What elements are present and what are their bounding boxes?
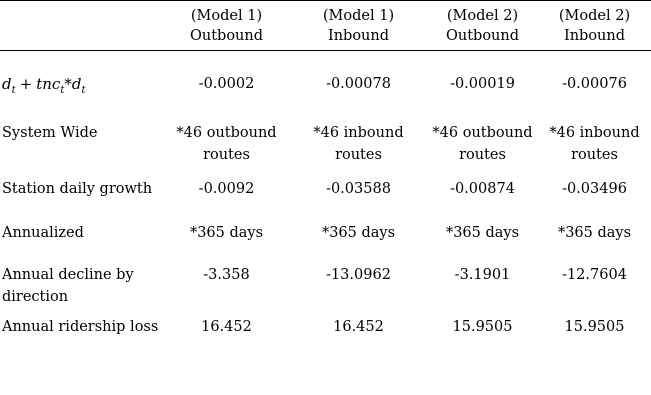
row-label: Annual ridership loss — [2, 319, 159, 335]
header-direction-label: Outbound — [189, 28, 264, 44]
table-cell: -0.00019 — [450, 76, 515, 92]
table-cell: *46 inbound routes — [549, 125, 640, 163]
table-cell: -13.0962 — [326, 267, 391, 283]
table-cell: 16.452 — [201, 319, 252, 335]
table-cell: *365 days — [557, 225, 632, 241]
table-cell: 15.9505 — [564, 319, 625, 335]
header-direction-label: Inbound — [327, 28, 390, 44]
table-row-formula — [0, 51, 651, 103]
table-row-annualized — [0, 200, 651, 244]
table-cell: 16.452 — [333, 319, 384, 335]
header-direction-label: Outbound — [445, 28, 520, 44]
table-cell: *46 outbound routes — [432, 125, 533, 163]
table-cell: -0.00078 — [326, 76, 391, 92]
table-cell: -3.1901 — [454, 267, 511, 283]
row-label: Annualized — [2, 225, 84, 241]
table-row-annual-ridership-loss — [0, 308, 651, 338]
header-model1-outbound — [163, 1, 290, 51]
table-header-row — [0, 1, 651, 51]
table-cell: *365 days — [321, 225, 396, 241]
header-cell-empty — [0, 1, 163, 51]
formula-expression: $d_t + tnc_t*d_t$ — [2, 75, 86, 96]
header-model-label: (Model 1) — [190, 8, 263, 24]
table-cell: *365 days — [445, 225, 520, 241]
table-cell: -0.03588 — [326, 181, 391, 197]
formula-label — [0, 51, 163, 103]
table-row-annual-decline — [0, 244, 651, 308]
header-model1-inbound — [290, 1, 427, 51]
row-label: Station daily growth — [2, 181, 153, 197]
table-cell: *365 days — [189, 225, 264, 241]
table-cell: -0.00874 — [450, 181, 515, 197]
table-cell: *46 outbound routes — [176, 125, 277, 163]
table-cell: -12.7604 — [562, 267, 627, 283]
table-cell: -0.0002 — [198, 76, 255, 92]
table-row-system-wide — [0, 102, 651, 166]
table-cell: -0.03496 — [562, 181, 627, 197]
header-model-label: (Model 2) — [446, 8, 519, 24]
header-model2-outbound — [427, 1, 538, 51]
table-cell: -0.0092 — [198, 181, 255, 197]
table-cell: -0.00076 — [562, 76, 627, 92]
table-row-station-daily-growth — [0, 166, 651, 200]
header-model-label: (Model 2) — [558, 8, 631, 24]
header-model-label: (Model 1) — [322, 8, 395, 24]
table-cell: *46 inbound routes — [313, 125, 404, 163]
header-direction-label: Inbound — [563, 28, 626, 44]
row-label: System Wide — [2, 125, 98, 141]
table-cell: -3.358 — [203, 267, 250, 283]
row-label: Annual decline by direction — [2, 267, 134, 305]
table-cell: 15.9505 — [452, 319, 513, 335]
header-model2-inbound — [538, 1, 651, 51]
